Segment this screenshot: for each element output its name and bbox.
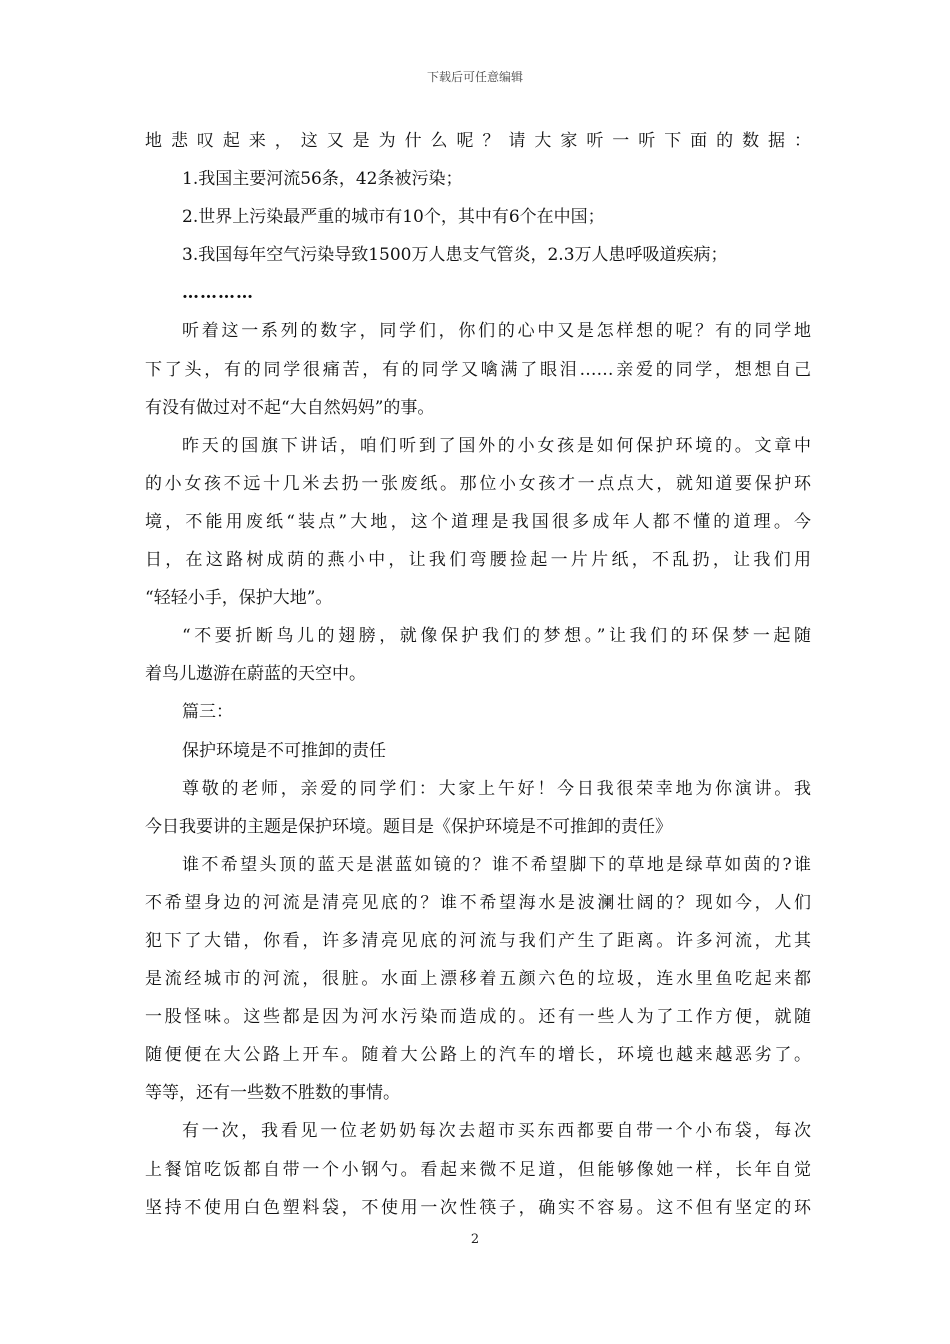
section-label: 篇三： (182, 702, 233, 723)
text-line: 谁不希望头顶的蓝天是湛蓝如镜的？谁不希望脚下的草地是绿草如茵的?谁 (182, 854, 811, 875)
text-line: “不要折断鸟儿的翅膀，就像保护我们的梦想。”让我们的环保梦一起随 (182, 626, 811, 647)
text-line: 一股怪味。这些都是因为河水污染而造成的。还有一些人为了工作方便，就随 (145, 1007, 811, 1028)
list-item: 1.我国主要河流56条，42条被污染； (182, 169, 463, 190)
text-line: 着鸟儿遨游在蔚蓝的天空中。 (145, 664, 366, 685)
list-item: 3.我国每年空气污染导致1500万人患支气管炎，2.3万人患呼吸道疾病； (182, 245, 728, 266)
text-line: 的小女孩不远十几米去扔一张废纸。那位小女孩才一点点大，就知道要保护环 (145, 473, 811, 494)
document-body (145, 122, 811, 1227)
text-line: 有一次，我看见一位老奶奶每次去超市买东西都要自带一个小布袋，每次 (182, 1121, 811, 1142)
ellipsis-line: ………… (182, 283, 254, 304)
text-line: 有没有做过对不起“大自然妈妈”的事。 (145, 397, 435, 418)
text-line: 日，在这路树成荫的燕小中，让我们弯腰捡起一片片纸，不乱扔，让我们用 (145, 550, 811, 571)
text-line: 随便便在大公路上开车。随着大公路上的汽车的增长，环境也越来越恶劣了。 (145, 1045, 811, 1066)
text-line: 等等，还有一些数不胜数的事情。 (145, 1083, 400, 1104)
page-number: 2 (470, 1232, 480, 1247)
text-line: 今日我要讲的主题是保护环境。题目是《保护环境是不可推卸的责任》 (145, 816, 672, 837)
text-line: 地悲叹起来，这又是为什么呢？请大家听一听下面的数据： (145, 131, 811, 151)
text-line: 上餐馆吃饭都自带一个小钢勺。看起来微不足道，但能够像她一样，长年自觉 (145, 1159, 811, 1180)
text-line: 昨天的国旗下讲话，咱们听到了国外的小女孩是如何保护环境的。文章中 (182, 435, 811, 456)
text-line: 尊敬的老师，亲爱的同学们：大家上午好！今日我很荣幸地为你演讲。我 (182, 778, 811, 799)
text-line: 坚持不使用白色塑料袋，不使用一次性筷子，确实不容易。这不但有坚定的环 (145, 1197, 811, 1218)
page-header: 下载后可任意编辑 (426, 70, 523, 84)
text-line: 下了头，有的同学很痛苦，有的同学又噙满了眼泪……亲爱的同学，想想自己 (145, 359, 811, 380)
text-line: 听着这一系列的数字，同学们，你们的心中又是怎样想的呢？有的同学地 (182, 321, 811, 342)
list-item: 2.世界上污染最严重的城市有10个，其中有6个在中国； (182, 207, 605, 228)
section-title: 保护环境是不可推卸的责任 (182, 740, 386, 761)
text-line: 犯下了大错，你看，许多清亮见底的河流与我们产生了距离。许多河流，尤其 (145, 930, 811, 951)
text-line: 是流经城市的河流，很脏。水面上漂移着五颜六色的垃圾，连水里鱼吃起来都 (145, 969, 811, 990)
text-line: 不希望身边的河流是清亮见底的？谁不希望海水是波澜壮阔的？现如今，人们 (145, 892, 811, 913)
text-line: “轻轻小手，保护大地”。 (145, 588, 333, 609)
text-line: 境，不能用废纸“装点”大地，这个道理是我国很多成年人都不懂的道理。今 (145, 511, 811, 532)
